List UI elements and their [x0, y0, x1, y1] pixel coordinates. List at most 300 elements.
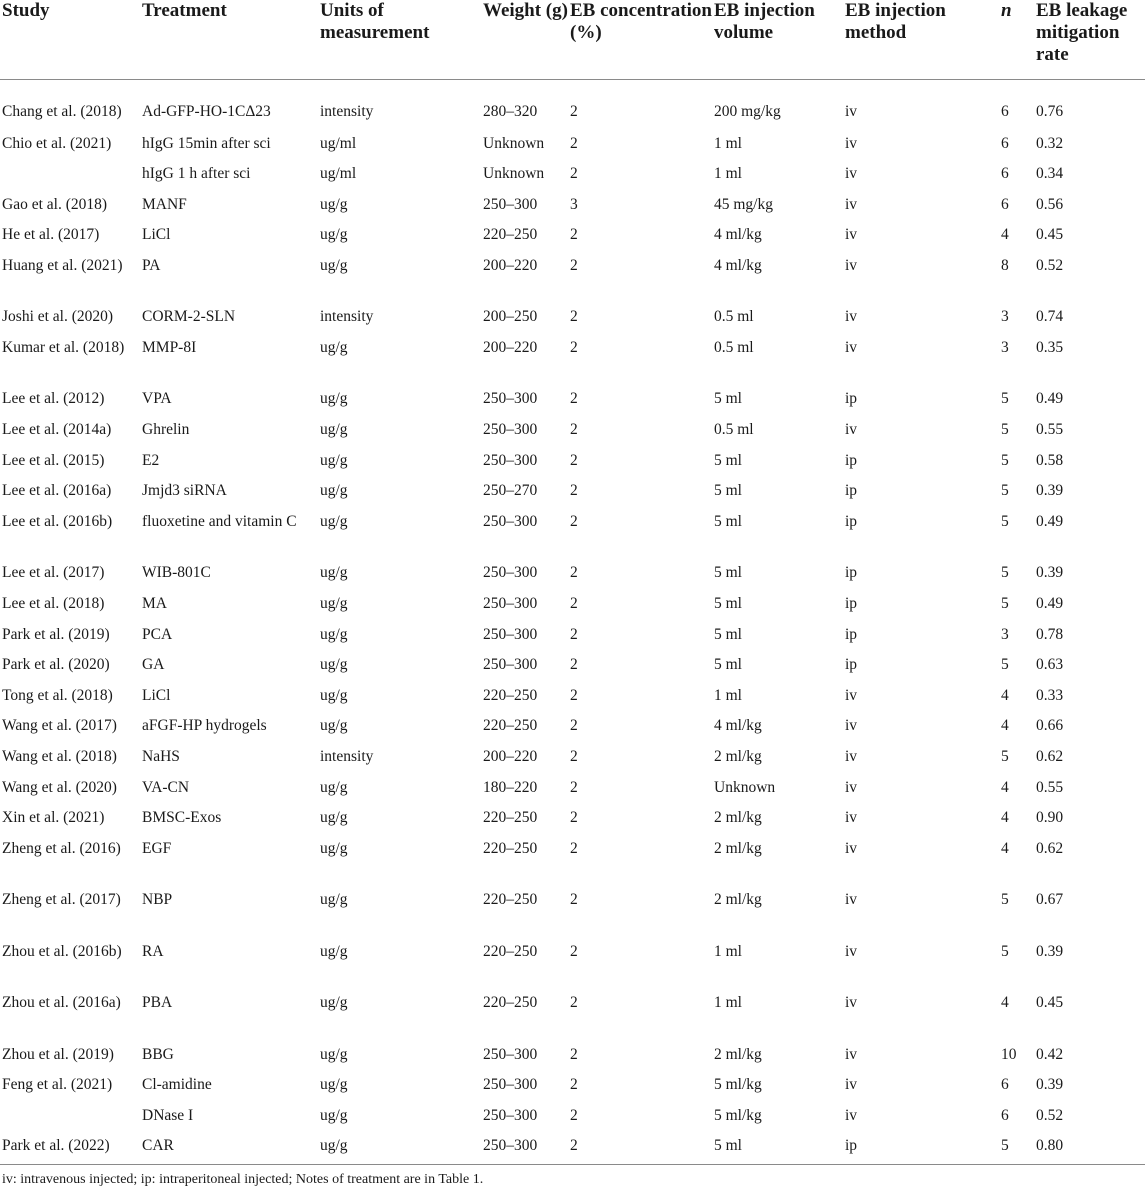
- cell-weight: 250–300: [483, 656, 538, 674]
- cell-eb-leakage-mitigation-rate: 0.39: [1036, 942, 1064, 960]
- cell-eb-injection-method: iv: [845, 1106, 858, 1124]
- cell-study: Wang et al. (2018): [2, 747, 117, 765]
- cell-eb-concentration: 2: [570, 421, 578, 439]
- cell-units: ug/g: [320, 942, 348, 960]
- cell-units: ug/g: [320, 226, 348, 244]
- cell-eb-injection-method: iv: [845, 256, 858, 274]
- cell-eb-leakage-mitigation-rate: 0.63: [1036, 656, 1064, 674]
- cell-n: 4: [1001, 717, 1009, 735]
- cell-eb-concentration: 2: [570, 839, 578, 857]
- cell-units: ug/g: [320, 686, 348, 704]
- cell-weight: 200–250: [483, 308, 538, 326]
- cell-units: ug/g: [320, 778, 348, 796]
- cell-units: ug/g: [320, 482, 348, 500]
- cell-eb-concentration: 2: [570, 717, 578, 735]
- cell-eb-concentration: 2: [570, 1045, 578, 1063]
- cell-n: 5: [1001, 564, 1009, 582]
- cell-n: 4: [1001, 809, 1009, 827]
- cell-treatment: NaHS: [142, 747, 180, 765]
- cell-eb-injection-volume: 1 ml: [714, 686, 742, 704]
- cell-eb-leakage-mitigation-rate: 0.42: [1036, 1045, 1064, 1063]
- cell-eb-leakage-mitigation-rate: 0.32: [1036, 134, 1064, 152]
- cell-eb-leakage-mitigation-rate: 0.58: [1036, 451, 1064, 469]
- cell-units: ug/g: [320, 994, 348, 1012]
- cell-treatment: MA: [142, 594, 167, 612]
- cell-eb-injection-volume: 45 mg/kg: [714, 195, 773, 213]
- cell-eb-injection-volume: 5 ml: [714, 656, 742, 674]
- cell-n: 6: [1001, 1076, 1009, 1094]
- cell-weight: 250–300: [483, 390, 538, 408]
- cell-eb-leakage-mitigation-rate: 0.78: [1036, 625, 1064, 643]
- cell-treatment: CAR: [142, 1137, 174, 1155]
- cell-eb-injection-volume: 5 ml: [714, 564, 742, 582]
- cell-treatment: E2: [142, 451, 160, 469]
- cell-eb-injection-volume: 1 ml: [714, 165, 742, 183]
- table-row: [0, 714, 1145, 745]
- cell-eb-injection-volume: 5 ml: [714, 594, 742, 612]
- cell-eb-leakage-mitigation-rate: 0.52: [1036, 1106, 1064, 1124]
- cell-treatment: PBA: [142, 994, 173, 1012]
- cell-units: ug/ml: [320, 134, 357, 152]
- cell-units: intensity: [320, 103, 374, 120]
- cell-study: Lee et al. (2016b): [2, 512, 113, 530]
- cell-n: 10: [1001, 1045, 1017, 1063]
- cell-eb-injection-volume: 4 ml/kg: [714, 226, 762, 244]
- cell-study: Feng et al. (2021): [2, 1076, 113, 1094]
- cell-eb-leakage-mitigation-rate: 0.62: [1036, 839, 1064, 857]
- cell-eb-injection-volume: 1 ml: [714, 134, 742, 152]
- header-treatment: Treatment: [142, 0, 320, 80]
- cell-eb-injection-method: iv: [845, 1045, 858, 1063]
- cell-study: Kumar et al. (2018): [2, 338, 125, 356]
- cell-n: 8: [1001, 256, 1009, 274]
- cell-weight: 200–220: [483, 256, 538, 274]
- cell-eb-injection-volume: 5 ml: [714, 625, 742, 643]
- cell-study: Park et al. (2019): [2, 625, 110, 643]
- cell-units: ug/g: [320, 421, 348, 439]
- cell-study: Lee et al. (2018): [2, 594, 105, 612]
- cell-weight: 250–300: [483, 594, 538, 612]
- cell-eb-injection-volume: 200 mg/kg: [714, 103, 781, 120]
- table-row: [0, 479, 1145, 510]
- cell-weight: 220–250: [483, 891, 538, 909]
- cell-n: 6: [1001, 195, 1009, 213]
- cell-study: Park et al. (2022): [2, 1137, 110, 1155]
- table-row: [0, 387, 1145, 418]
- cell-weight: 250–270: [483, 482, 538, 500]
- cell-eb-injection-volume: 2 ml/kg: [714, 839, 762, 857]
- cell-eb-injection-volume: 2 ml/kg: [714, 1045, 762, 1063]
- cell-weight: 220–250: [483, 226, 538, 244]
- cell-weight: 220–250: [483, 942, 538, 960]
- cell-treatment: EGF: [142, 839, 172, 857]
- cell-study: Chio et al. (2021): [2, 134, 112, 152]
- cell-eb-injection-volume: 2 ml/kg: [714, 891, 762, 909]
- cell-eb-concentration: 2: [570, 1137, 578, 1155]
- cell-n: 5: [1001, 421, 1009, 439]
- header-weight: Weight (g): [483, 0, 570, 80]
- header-eb-injection-method: EB injection method: [845, 0, 1001, 80]
- cell-weight: 250–300: [483, 625, 538, 643]
- cell-eb-injection-method: iv: [845, 994, 858, 1012]
- cell-eb-injection-volume: Unknown: [714, 778, 776, 796]
- cell-eb-injection-method: iv: [845, 195, 858, 213]
- cell-eb-concentration: 2: [570, 686, 578, 704]
- table-row: [0, 806, 1145, 837]
- cell-eb-concentration: 2: [570, 809, 578, 827]
- cell-treatment: VA-CN: [142, 778, 190, 796]
- cell-eb-leakage-mitigation-rate: 0.67: [1036, 891, 1064, 909]
- cell-treatment: BBG: [142, 1045, 174, 1063]
- table-row: [0, 254, 1145, 306]
- table-row: [0, 305, 1145, 336]
- cell-eb-leakage-mitigation-rate: 0.55: [1036, 778, 1064, 796]
- cell-units: ug/g: [320, 1045, 348, 1063]
- cell-eb-concentration: 2: [570, 1106, 578, 1124]
- cell-n: 3: [1001, 308, 1009, 326]
- cell-units: ug/g: [320, 564, 348, 582]
- cell-units: intensity: [320, 308, 374, 326]
- cell-n: 4: [1001, 994, 1009, 1012]
- cell-eb-concentration: 2: [570, 594, 578, 612]
- table-header: [0, 0, 1145, 80]
- cell-eb-leakage-mitigation-rate: 0.76: [1036, 103, 1064, 120]
- cell-units: ug/g: [320, 809, 348, 827]
- cell-weight: 250–300: [483, 1106, 538, 1124]
- cell-n: 4: [1001, 226, 1009, 244]
- bottom-rule: [0, 1164, 1145, 1165]
- cell-treatment: PA: [142, 256, 161, 274]
- cell-eb-leakage-mitigation-rate: 0.52: [1036, 256, 1064, 274]
- cell-treatment: Ghrelin: [142, 421, 190, 439]
- cell-study: [0, 162, 142, 193]
- cell-eb-injection-method: iv: [845, 308, 858, 326]
- cell-eb-leakage-mitigation-rate: 0.39: [1036, 482, 1064, 500]
- cell-weight: 250–300: [483, 421, 538, 439]
- cell-treatment: Jmjd3 siRNA: [142, 482, 227, 500]
- cell-eb-injection-method: ip: [845, 1137, 858, 1155]
- cell-eb-concentration: 2: [570, 564, 578, 582]
- cell-treatment: Cl-amidine: [142, 1076, 212, 1094]
- cell-units: ug/g: [320, 891, 348, 909]
- cell-n: 5: [1001, 656, 1009, 674]
- cell-study: Chang et al. (2018): [2, 103, 122, 120]
- table-row: [0, 776, 1145, 807]
- cell-eb-injection-volume: 4 ml/kg: [714, 256, 762, 274]
- cell-study: Lee et al. (2017): [2, 564, 105, 582]
- header-study: Study: [0, 0, 142, 80]
- cell-eb-injection-method: iv: [845, 778, 858, 796]
- cell-n: 5: [1001, 594, 1009, 612]
- cell-n: 5: [1001, 891, 1009, 909]
- cell-eb-leakage-mitigation-rate: 0.80: [1036, 1137, 1064, 1155]
- cell-eb-injection-method: iv: [845, 942, 858, 960]
- cell-study: Lee et al. (2012): [2, 390, 105, 408]
- cell-eb-injection-method: ip: [845, 594, 858, 612]
- table-row: [0, 623, 1145, 654]
- cell-eb-injection-volume: 5 ml: [714, 1137, 742, 1155]
- cell-weight: 250–300: [483, 1076, 538, 1094]
- cell-treatment: GA: [142, 656, 165, 674]
- cell-eb-concentration: 2: [570, 308, 578, 326]
- cell-study: Xin et al. (2021): [2, 809, 105, 827]
- cell-eb-concentration: 2: [570, 625, 578, 643]
- cell-units: ug/g: [320, 338, 348, 356]
- cell-eb-injection-volume: 0.5 ml: [714, 338, 754, 356]
- cell-eb-concentration: 2: [570, 103, 578, 120]
- cell-eb-injection-method: ip: [845, 656, 858, 674]
- cell-weight: 220–250: [483, 809, 538, 827]
- cell-treatment: LiCl: [142, 226, 171, 244]
- cell-eb-injection-volume: 1 ml: [714, 942, 742, 960]
- cell-n: 4: [1001, 839, 1009, 857]
- cell-treatment: CORM-2-SLN: [142, 308, 236, 326]
- cell-treatment: LiCl: [142, 686, 171, 704]
- cell-eb-concentration: 2: [570, 256, 578, 274]
- cell-n: 6: [1001, 165, 1009, 183]
- table-row: [0, 132, 1145, 163]
- cell-weight: Unknown: [483, 165, 545, 183]
- table-row: [0, 1134, 1145, 1172]
- cell-units: ug/g: [320, 594, 348, 612]
- cell-eb-injection-volume: 5 ml: [714, 482, 742, 500]
- cell-n: 6: [1001, 134, 1009, 152]
- cell-eb-leakage-mitigation-rate: 0.45: [1036, 994, 1064, 1012]
- cell-eb-injection-method: iv: [845, 134, 858, 152]
- cell-study: He et al. (2017): [2, 226, 100, 244]
- cell-n: 5: [1001, 482, 1009, 500]
- header-row: [0, 0, 1145, 80]
- cell-eb-concentration: 2: [570, 512, 578, 530]
- cell-treatment: PCA: [142, 625, 173, 643]
- cell-treatment: fluoxetine and vitamin C: [142, 512, 297, 530]
- cell-eb-injection-method: ip: [845, 625, 858, 643]
- cell-eb-injection-method: iv: [845, 809, 858, 827]
- cell-eb-injection-method: ip: [845, 564, 858, 582]
- header-eb-injection-volume: EB injection volume: [714, 0, 845, 80]
- cell-weight: 220–250: [483, 717, 538, 735]
- cell-weight: 250–300: [483, 1137, 538, 1155]
- cell-eb-leakage-mitigation-rate: 0.55: [1036, 421, 1064, 439]
- cell-eb-injection-method: ip: [845, 451, 858, 469]
- cell-n: 3: [1001, 338, 1009, 356]
- header-units: Units of measurement: [320, 0, 483, 80]
- cell-eb-concentration: 2: [570, 747, 578, 765]
- cell-weight: 250–300: [483, 564, 538, 582]
- cell-eb-leakage-mitigation-rate: 0.39: [1036, 1076, 1064, 1094]
- cell-study: Tong et al. (2018): [2, 686, 113, 704]
- cell-eb-injection-volume: 1 ml: [714, 994, 742, 1012]
- cell-study: Zhou et al. (2016b): [2, 942, 122, 960]
- cell-n: 5: [1001, 747, 1009, 765]
- cell-study: Zheng et al. (2016): [2, 839, 121, 857]
- cell-weight: 180–220: [483, 778, 538, 796]
- cell-units: ug/g: [320, 839, 348, 857]
- table-footnote: iv: intravenous injected; ip: intraperitoneal injected; Notes of treatment are in Table 1.: [2, 1172, 484, 1187]
- cell-units: ug/g: [320, 625, 348, 643]
- cell-study: Joshi et al. (2020): [2, 308, 114, 326]
- cell-weight: 250–300: [483, 451, 538, 469]
- cell-treatment: hIgG 1 h after sci: [142, 165, 251, 183]
- cell-n: 3: [1001, 625, 1009, 643]
- cell-weight: 200–220: [483, 747, 538, 765]
- cell-study: Zhou et al. (2016a): [2, 994, 121, 1012]
- cell-eb-injection-method: iv: [845, 338, 858, 356]
- cell-weight: Unknown: [483, 134, 545, 152]
- table-row: [0, 1104, 1145, 1135]
- cell-eb-injection-method: iv: [845, 717, 858, 735]
- cell-study: Park et al. (2020): [2, 656, 110, 674]
- cell-study: Huang et al. (2021): [2, 256, 123, 274]
- table-row: [0, 193, 1145, 224]
- cell-study: Lee et al. (2015): [2, 451, 105, 469]
- cell-units: intensity: [320, 747, 374, 765]
- cell-treatment: DNase I: [142, 1106, 194, 1124]
- cell-eb-injection-volume: 0.5 ml: [714, 308, 754, 326]
- cell-n: 6: [1001, 1106, 1009, 1124]
- cell-eb-injection-method: ip: [845, 482, 858, 500]
- cell-eb-injection-method: iv: [845, 747, 858, 765]
- cell-study: Gao et al. (2018): [2, 195, 108, 213]
- cell-eb-leakage-mitigation-rate: 0.34: [1036, 165, 1064, 183]
- cell-n: 4: [1001, 778, 1009, 796]
- cell-eb-injection-method: iv: [845, 165, 858, 183]
- cell-eb-leakage-mitigation-rate: 0.45: [1036, 226, 1064, 244]
- table-row: [0, 336, 1145, 388]
- cell-units: ug/g: [320, 390, 348, 408]
- cell-eb-concentration: 2: [570, 226, 578, 244]
- cell-eb-injection-volume: 5 ml: [714, 451, 742, 469]
- cell-n: 5: [1001, 390, 1009, 408]
- cell-study: [0, 1104, 142, 1135]
- cell-units: ug/g: [320, 512, 348, 530]
- cell-treatment: VPA: [142, 390, 172, 408]
- table-row: [0, 940, 1145, 992]
- cell-units: ug/g: [320, 195, 348, 213]
- cell-study: Zheng et al. (2017): [2, 891, 121, 909]
- cell-eb-concentration: 2: [570, 891, 578, 909]
- cell-treatment: MMP-8I: [142, 338, 197, 356]
- cell-weight: 250–300: [483, 195, 538, 213]
- cell-n: 5: [1001, 451, 1009, 469]
- cell-treatment: RA: [142, 942, 164, 960]
- header-eb-concentration: EB concentration (%): [570, 0, 714, 80]
- table-row: [0, 80, 1145, 132]
- table-row: [0, 1043, 1145, 1074]
- cell-study: Lee et al. (2014a): [2, 421, 112, 439]
- cell-units: ug/g: [320, 451, 348, 469]
- cell-units: ug/g: [320, 1106, 348, 1124]
- cell-study: Zhou et al. (2019): [2, 1045, 114, 1063]
- table-row: [0, 1073, 1145, 1104]
- cell-treatment: MANF: [142, 195, 187, 213]
- cell-eb-injection-method: iv: [845, 1076, 858, 1094]
- table-row: [0, 837, 1145, 889]
- cell-n: 6: [1001, 103, 1009, 120]
- cell-treatment: NBP: [142, 891, 173, 909]
- cell-eb-leakage-mitigation-rate: 0.49: [1036, 594, 1064, 612]
- cell-n: 5: [1001, 1137, 1009, 1155]
- cell-eb-concentration: 2: [570, 1076, 578, 1094]
- table-body: [0, 80, 1145, 1173]
- cell-eb-injection-volume: 4 ml/kg: [714, 717, 762, 735]
- cell-eb-injection-method: iv: [845, 226, 858, 244]
- table-row: [0, 991, 1145, 1043]
- header-eb-leakage-mitigation-rate: EB leakage mitigation rate: [1036, 0, 1145, 80]
- cell-eb-concentration: 2: [570, 338, 578, 356]
- cell-eb-injection-method: ip: [845, 390, 858, 408]
- cell-eb-leakage-mitigation-rate: 0.62: [1036, 747, 1064, 765]
- cell-units: ug/g: [320, 256, 348, 274]
- table-row: [0, 684, 1145, 715]
- table-row: [0, 888, 1145, 940]
- cell-eb-concentration: 2: [570, 656, 578, 674]
- cell-eb-leakage-mitigation-rate: 0.39: [1036, 564, 1064, 582]
- cell-eb-injection-method: iv: [845, 421, 858, 439]
- cell-eb-concentration: 2: [570, 778, 578, 796]
- table-row: [0, 449, 1145, 480]
- cell-treatment: Ad-GFP-HO-1CΔ23: [142, 103, 271, 120]
- cell-eb-injection-volume: 5 ml: [714, 512, 742, 530]
- cell-units: ug/g: [320, 1076, 348, 1094]
- cell-eb-concentration: 3: [570, 195, 578, 213]
- cell-eb-leakage-mitigation-rate: 0.66: [1036, 717, 1064, 735]
- cell-eb-concentration: 2: [570, 390, 578, 408]
- cell-eb-concentration: 2: [570, 482, 578, 500]
- cell-eb-injection-volume: 5 ml/kg: [714, 1106, 762, 1124]
- cell-study: Lee et al. (2016a): [2, 482, 112, 500]
- cell-weight: 220–250: [483, 994, 538, 1012]
- cell-study: Wang et al. (2017): [2, 717, 117, 735]
- cell-n: 5: [1001, 942, 1009, 960]
- cell-eb-injection-volume: 2 ml/kg: [714, 747, 762, 765]
- cell-treatment: WIB-801C: [142, 564, 211, 582]
- cell-eb-leakage-mitigation-rate: 0.74: [1036, 308, 1064, 326]
- cell-eb-leakage-mitigation-rate: 0.35: [1036, 338, 1064, 356]
- cell-eb-injection-volume: 2 ml/kg: [714, 809, 762, 827]
- cell-units: ug/ml: [320, 165, 357, 183]
- table-row: [0, 418, 1145, 449]
- table-row: [0, 223, 1145, 254]
- cell-units: ug/g: [320, 1137, 348, 1155]
- header-n: n: [1001, 0, 1036, 80]
- table-row: [0, 162, 1145, 193]
- table-row: [0, 653, 1145, 684]
- cell-weight: 220–250: [483, 686, 538, 704]
- cell-eb-leakage-mitigation-rate: 0.49: [1036, 512, 1064, 530]
- cell-eb-concentration: 2: [570, 165, 578, 183]
- cell-n: 4: [1001, 686, 1009, 704]
- cell-n: 5: [1001, 512, 1009, 530]
- cell-eb-concentration: 2: [570, 134, 578, 152]
- cell-weight: 250–300: [483, 1045, 538, 1063]
- cell-eb-injection-method: iv: [845, 103, 858, 120]
- cell-weight: 280–320: [483, 103, 538, 120]
- table-row: [0, 510, 1145, 562]
- cell-weight: 220–250: [483, 839, 538, 857]
- cell-weight: 250–300: [483, 512, 538, 530]
- cell-eb-injection-volume: 5 ml: [714, 390, 742, 408]
- cell-weight: 200–220: [483, 338, 538, 356]
- cell-treatment: hIgG 15min after sci: [142, 134, 271, 152]
- cell-eb-concentration: 2: [570, 994, 578, 1012]
- table-row: [0, 745, 1145, 776]
- cell-treatment: aFGF-HP hydrogels: [142, 717, 267, 735]
- cell-eb-injection-method: iv: [845, 686, 858, 704]
- table-row: [0, 561, 1145, 592]
- cell-eb-concentration: 2: [570, 451, 578, 469]
- cell-eb-injection-method: ip: [845, 512, 858, 530]
